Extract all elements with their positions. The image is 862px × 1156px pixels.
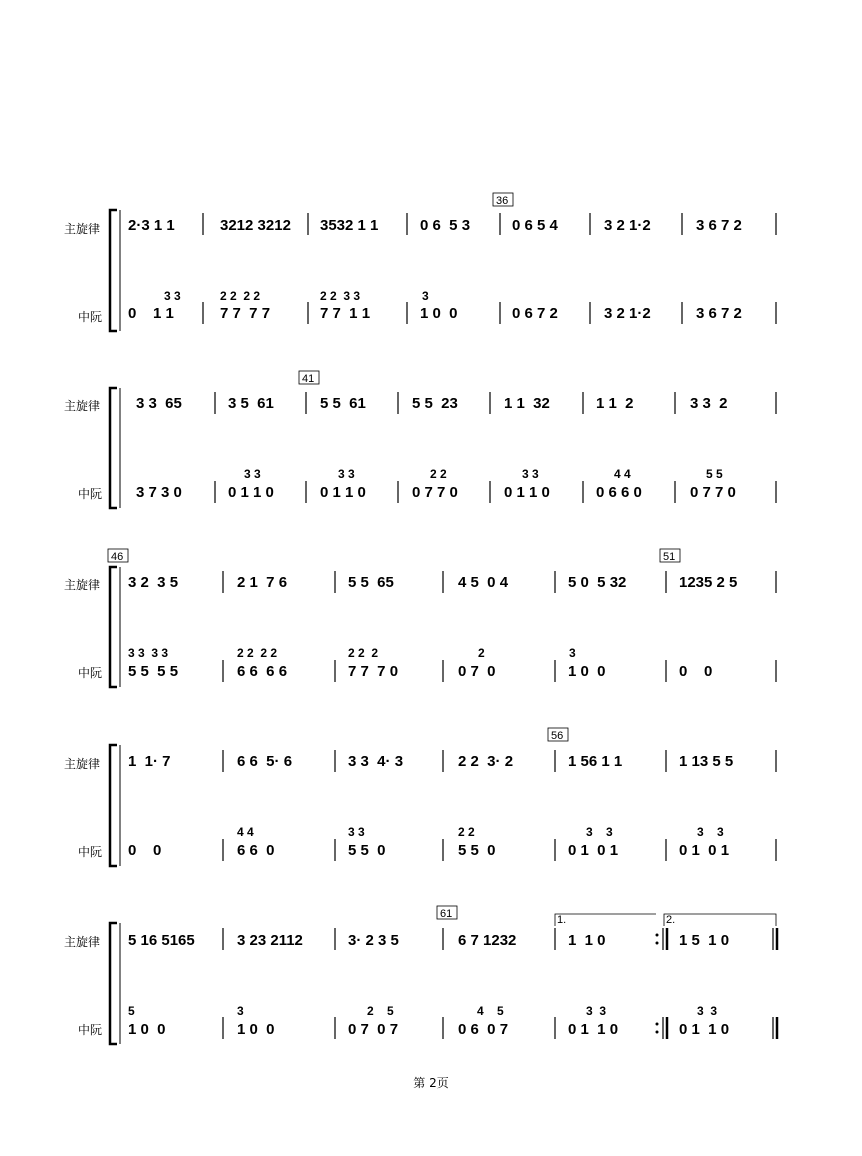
measure: 0 1 1 0: [504, 484, 550, 501]
part-label-main: 主旋律: [64, 757, 101, 771]
measure: 1 1 0: [568, 932, 606, 949]
chord-notes: 2: [478, 646, 485, 660]
chord-notes: 3 3: [164, 289, 181, 303]
measure: 2 1 7 6: [237, 574, 288, 591]
chord-notes: 2 2 2: [348, 646, 379, 660]
measure: 2 2 3· 2: [458, 753, 514, 770]
measure: 0 0: [128, 842, 162, 859]
measure: 5 5 0: [458, 842, 496, 859]
final-barline: [773, 928, 777, 1039]
measure-number: 51: [663, 551, 676, 563]
part-label-zhongruan: 中阮: [78, 310, 103, 324]
measure: 5 5 0: [348, 842, 386, 859]
part-label-main: 主旋律: [64, 399, 101, 413]
measure-number: 46: [111, 551, 124, 563]
system-bracket: [110, 923, 117, 1044]
measure: 0 1 1 0: [228, 484, 274, 501]
measure: 0 7 7 0: [412, 484, 458, 501]
measure: 1 0 0: [420, 305, 458, 322]
volta-bracket-2: [664, 914, 776, 926]
measure: 0 6 5 4: [512, 217, 558, 234]
measure: 6 6 5· 6: [237, 753, 293, 770]
chord-notes: 3 3: [338, 467, 355, 481]
part-label-zhongruan: 中阮: [78, 487, 103, 501]
chord-notes: 2 2 2 2: [237, 646, 278, 660]
chord-notes: 2 2: [458, 825, 475, 839]
measure: 3 7 3 0: [136, 484, 182, 501]
system-bracket: [110, 388, 117, 508]
system-1: [64, 193, 776, 331]
chord-notes: 3 3: [522, 467, 539, 481]
part-label-zhongruan: 中阮: [78, 845, 103, 859]
chord-notes: 2 2 2 2: [220, 289, 261, 303]
measure: 7 7 7 0: [348, 663, 399, 680]
chord-notes: 2 5: [367, 1004, 394, 1018]
measure: 0 1 1 0: [568, 1021, 619, 1038]
system-3: [64, 549, 776, 687]
chord-notes: 3: [569, 646, 576, 660]
measure: 1 5 1 0: [679, 932, 730, 949]
chord-notes: 3 3: [697, 1004, 718, 1018]
chord-notes: 5 5: [706, 467, 723, 481]
measure-number: 36: [496, 195, 509, 207]
measure: 0 1 0 1: [568, 842, 619, 859]
measure: 5 5 5 5: [128, 663, 179, 680]
measure: 3 2 1·2: [604, 217, 651, 234]
measure: 0 6 0 7: [458, 1021, 509, 1038]
system-bracket: [110, 745, 117, 866]
measure: 0 6 5 3: [420, 217, 471, 234]
measure: 0 1 1 0: [679, 1021, 730, 1038]
chord-notes: 2 2: [430, 467, 447, 481]
measure: 1 1· 7: [128, 753, 171, 770]
chord-notes: 3 3: [244, 467, 261, 481]
part-label-zhongruan: 中阮: [78, 666, 103, 680]
chord-notes: 3 3: [697, 825, 724, 839]
measure: 1235 2 5: [679, 574, 738, 591]
measure: 5 5 61: [320, 395, 366, 412]
chord-notes: 3 3: [348, 825, 365, 839]
volta-bracket-1: [555, 914, 656, 926]
chord-notes: 3 3: [586, 825, 613, 839]
measure: 3 3 65: [136, 395, 182, 412]
measure: 0 6 7 2: [512, 305, 558, 322]
measure: 0 7 7 0: [690, 484, 736, 501]
chord-notes: 3 3 3 3: [128, 646, 169, 660]
chord-notes: 5: [128, 1004, 135, 1018]
system-2: [64, 371, 776, 508]
measure: 0 1 1 0: [320, 484, 366, 501]
measure: 0 0: [679, 663, 713, 680]
measure: 5 5 65: [348, 574, 394, 591]
measure: 6 6 0: [237, 842, 275, 859]
chord-notes: 2 2 3 3: [320, 289, 361, 303]
measure: 3· 2 3 5: [348, 932, 399, 949]
measure: 7 7 1 1: [320, 305, 371, 322]
page-number: 第 2页: [413, 1076, 449, 1090]
repeat-barline: [656, 928, 668, 1039]
measure: 1 1 32: [504, 395, 550, 412]
measure: 0 1 0 1: [679, 842, 730, 859]
measure: 4 5 0 4: [458, 574, 509, 591]
part-label-main: 主旋律: [64, 578, 101, 592]
measure: 0 7 0 7: [348, 1021, 399, 1038]
chord-notes: 3: [237, 1004, 244, 1018]
measure: 1 13 5 5: [679, 753, 734, 770]
volta-label: 2.: [666, 914, 676, 926]
measure: 5 0 5 32: [568, 574, 627, 591]
measure: 1 0 0: [237, 1021, 275, 1038]
chord-notes: 4 5: [477, 1004, 504, 1018]
measure: 2·3 1 1: [128, 217, 175, 234]
measure: 1 0 0: [568, 663, 606, 680]
measure: 5 5 23: [412, 395, 458, 412]
measure: 3 6 7 2: [696, 305, 742, 322]
measure: 3 2 1·2: [604, 305, 651, 322]
measure: 3 3 2: [690, 395, 728, 412]
measure: 6 7 1232: [458, 932, 517, 949]
measure-number: 56: [551, 730, 564, 742]
measure: 0 1 1: [128, 305, 174, 322]
chord-notes: 3 3: [586, 1004, 607, 1018]
measure: 3 6 7 2: [696, 217, 742, 234]
measure: 1 56 1 1: [568, 753, 623, 770]
system-4: [64, 728, 776, 866]
system-bracket: [110, 210, 117, 331]
measure: 5 16 5165: [128, 932, 195, 949]
measure: 3 3 4· 3: [348, 753, 404, 770]
chord-notes: 3: [422, 289, 429, 303]
measure: 7 7 7 7: [220, 305, 271, 322]
measure: 3212 3212: [220, 217, 291, 234]
system-5: [64, 906, 777, 1044]
measure-number: 41: [302, 373, 315, 385]
measure: 1 0 0: [128, 1021, 166, 1038]
measure: 3 23 2112: [237, 932, 303, 949]
volta-label: 1.: [557, 914, 567, 926]
measure: 6 6 6 6: [237, 663, 288, 680]
chord-notes: 4 4: [237, 825, 254, 839]
part-label-main: 主旋律: [64, 222, 101, 236]
chord-notes: 4 4: [614, 467, 631, 481]
measure: 0 7 0: [458, 663, 496, 680]
part-label-zhongruan: 中阮: [78, 1023, 103, 1037]
part-label-main: 主旋律: [64, 935, 101, 949]
measure-number: 61: [440, 908, 453, 920]
measure: 1 1 2: [596, 395, 634, 412]
measure: 3 2 3 5: [128, 574, 179, 591]
measure: 3 5 61: [228, 395, 274, 412]
system-bracket: [110, 567, 117, 687]
measure: 0 6 6 0: [596, 484, 642, 501]
measure: 3532 1 1: [320, 217, 379, 234]
